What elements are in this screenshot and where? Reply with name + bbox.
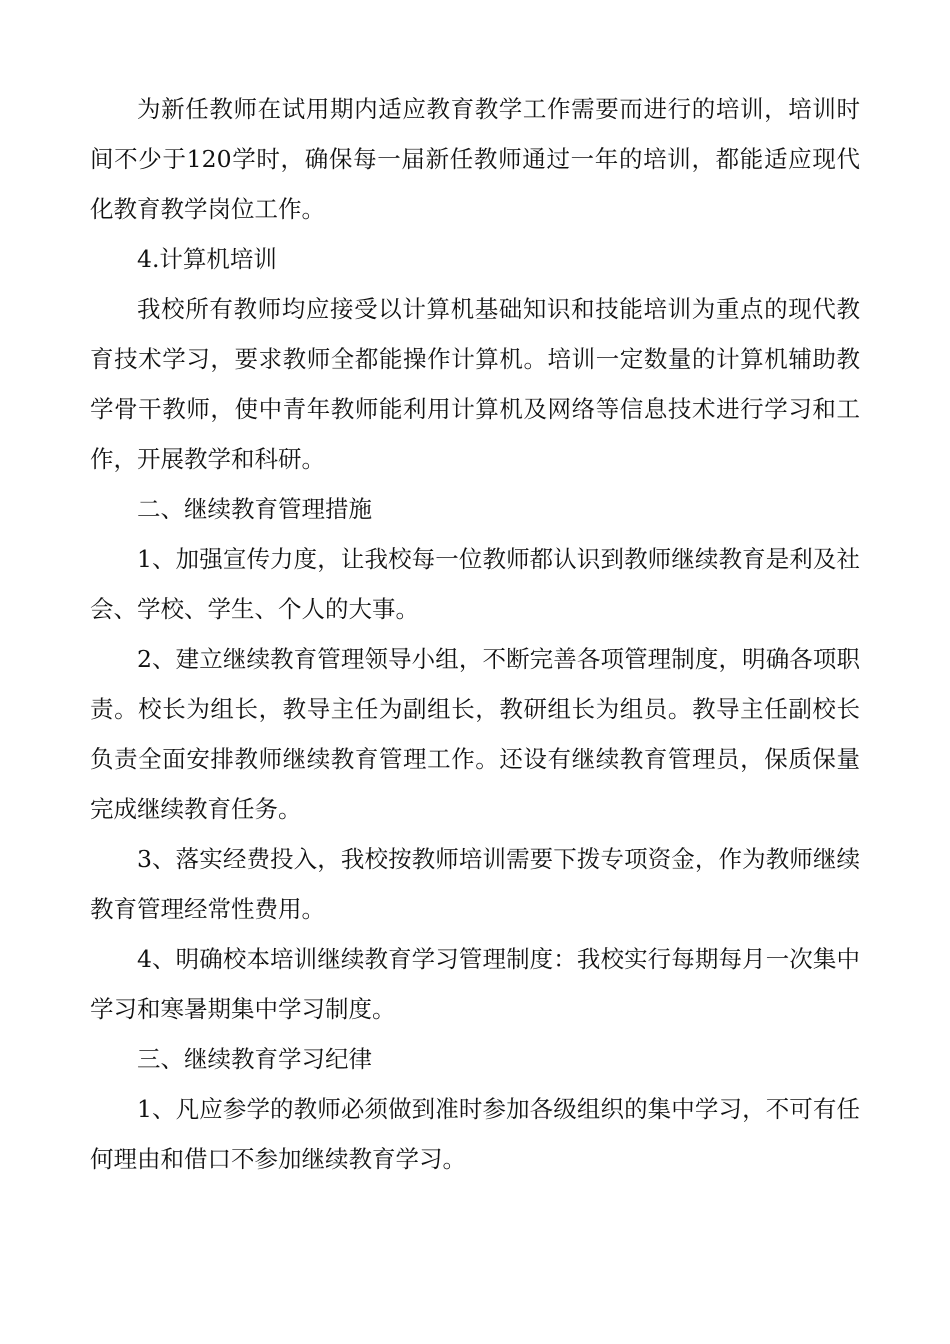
paragraph-measure-3: 3、落实经费投入，我校按教师培训需要下拨专项资金，作为教师继续教育管理经常性费用。 <box>90 845 860 923</box>
document-page <box>90 84 860 1184</box>
paragraph-discipline-1: 1、凡应参学的教师必须做到准时参加各级组织的集中学习，不可有任何理由和借口不参加继续教育学习。 <box>90 1095 860 1173</box>
paragraph-computer-training: 我校所有教师均应接受以计算机基础知识和技能培训为重点的现代教育技术学习，要求教师全都能操作计算机。培训一定数量的计算机辅助教学骨干教师，使中青年教师能利用计算机及网络等信息技术进行学习和工作，开展教学和科研。 <box>90 295 860 473</box>
heading-computer-training: 4.计算机培训 <box>137 245 277 273</box>
paragraph-measure-1: 1、加强宣传力度，让我校每一位教师都认识到教师继续教育是利及社会、学校、学生、个人的大事。 <box>90 545 860 623</box>
paragraph-new-teacher-training: 为新任教师在试用期内适应教育教学工作需要而进行的培训，培训时间不少于120学时，确保每一届新任教师通过一年的培训，都能适应现代化教育教学岗位工作。 <box>90 95 860 223</box>
heading-management-measures: 二、继续教育管理措施 <box>137 495 372 523</box>
paragraph-measure-2: 2、建立继续教育管理领导小组，不断完善各项管理制度，明确各项职责。校长为组长，教导主任为副组长，教研组长为组员。教导主任副校长负责全面安排教师继续教育管理工作。还设有继续教育管理员，保质保量完成继续教育任务。 <box>90 645 860 823</box>
paragraph-measure-4: 4、明确校本培训继续教育学习管理制度：我校实行每期每月一次集中学习和寒暑期集中学习制度。 <box>90 945 860 1023</box>
heading-learning-discipline: 三、继续教育学习纪律 <box>137 1045 372 1073</box>
